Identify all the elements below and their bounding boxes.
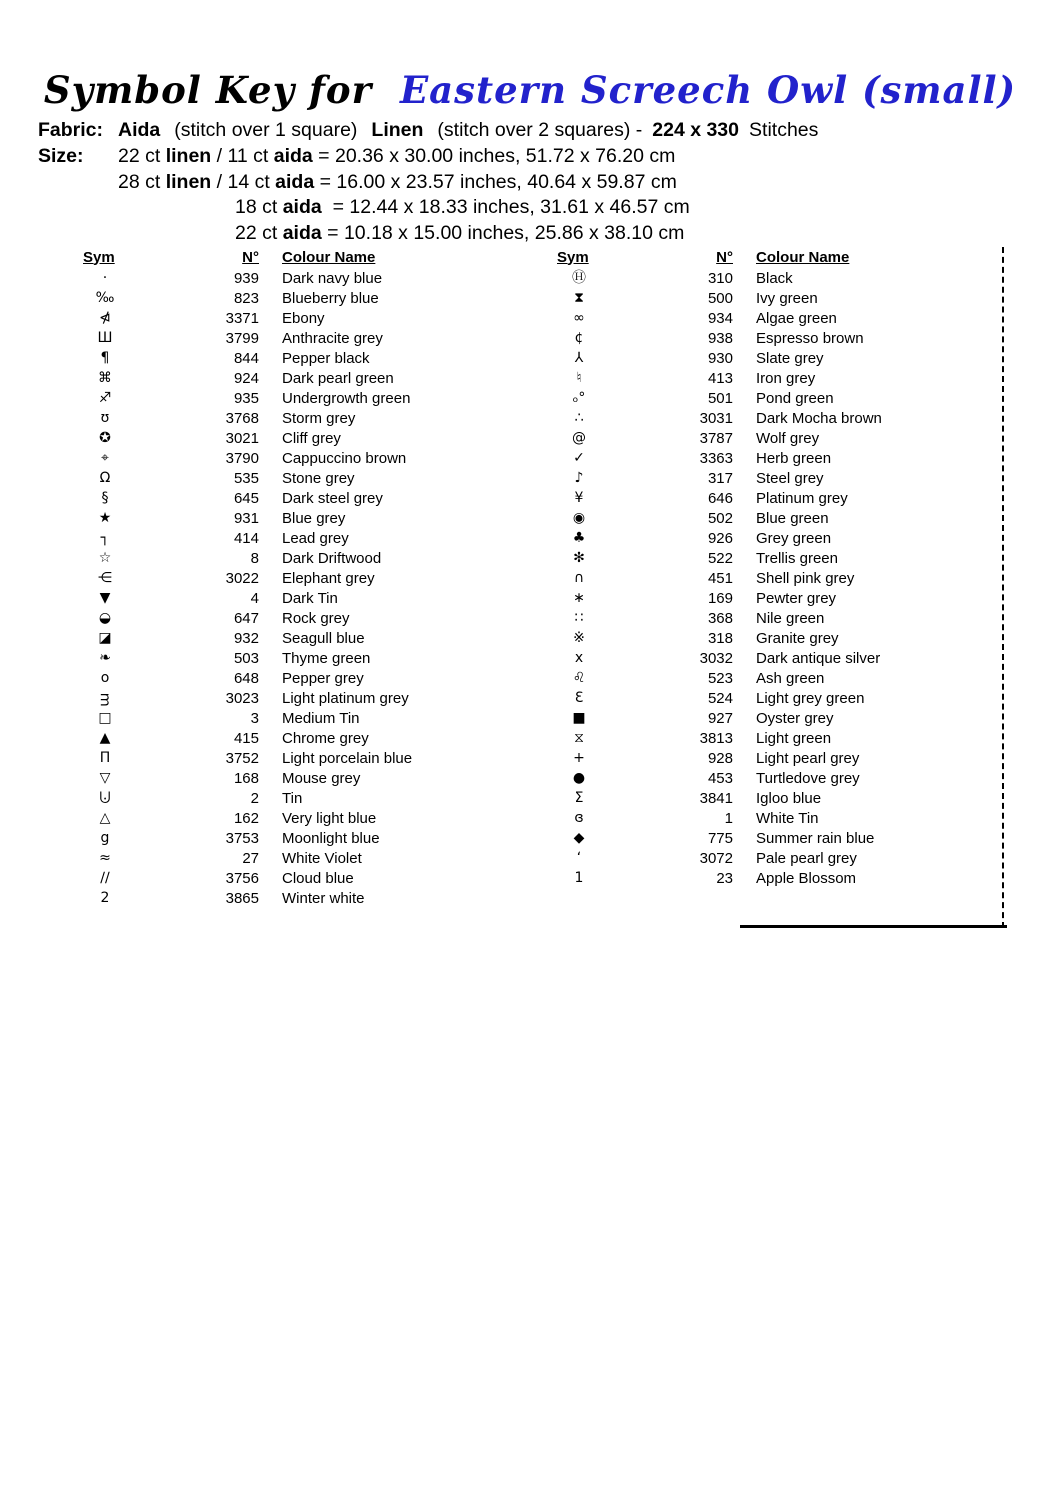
number-cell: 3787: [699, 429, 733, 447]
table-row: [557, 408, 1007, 428]
symbol-table-left: [83, 246, 533, 908]
symbol-cell: ⧖: [574, 730, 584, 746]
number-cell: 3363: [699, 449, 733, 467]
colour-name-cell: Espresso brown: [756, 329, 864, 347]
table-row: [557, 528, 1007, 548]
number-cell: 935: [233, 389, 259, 407]
size-line-part: aida: [282, 196, 322, 219]
colour-name-cell: Elephant grey: [282, 569, 375, 587]
number-cell: 524: [707, 689, 733, 707]
colour-name-cell: White Violet: [282, 849, 362, 867]
table-row: [557, 488, 1007, 508]
symbol-cell: ◉: [572, 510, 586, 526]
colour-name-cell: Medium Tin: [282, 709, 360, 727]
table-row: [557, 288, 1007, 308]
header-colour-name: Colour Name: [282, 248, 376, 266]
colour-name-cell: Tin: [282, 789, 303, 807]
symbol-cell: o: [100, 670, 110, 686]
stitch-count: 224 x 330: [652, 119, 740, 141]
size-line-part: / 14 ct: [211, 170, 276, 193]
symbol-cell: Ш: [97, 330, 113, 346]
symbol-cell: ¢: [574, 330, 584, 346]
symbol-cell: ∕∕: [100, 870, 110, 886]
number-cell: 162: [233, 809, 259, 827]
size-line: [38, 221, 818, 247]
colour-name-cell: Very light blue: [282, 809, 377, 827]
table-row: [83, 788, 533, 808]
symbol-cell: ★: [98, 510, 112, 526]
colour-name-cell: Dark navy blue: [282, 269, 383, 287]
number-cell: 646: [707, 489, 733, 507]
number-cell: 414: [233, 529, 259, 547]
table-row: [557, 688, 1007, 708]
symbol-cell: Ⓗ: [572, 270, 586, 286]
table-row: [557, 828, 1007, 848]
symbol-cell: ≈: [99, 850, 111, 866]
number-cell: 3021: [225, 429, 259, 447]
colour-name-cell: Pepper grey: [282, 669, 364, 687]
number-cell: 3022: [225, 569, 259, 587]
table-row: [557, 588, 1007, 608]
symbol-cell: §: [101, 490, 109, 506]
symbol-cell: ⧗: [574, 290, 584, 306]
size-line-part: linen: [165, 170, 212, 193]
colour-name-cell: Apple Blossom: [756, 869, 857, 887]
symbol-cell: ₒ°: [572, 390, 586, 406]
symbol-cell: Ɛ: [574, 690, 584, 706]
table-row: [557, 468, 1007, 488]
number-cell: 3753: [225, 829, 259, 847]
colour-name-cell: Dark steel grey: [282, 489, 383, 507]
number-cell: 500: [707, 289, 733, 307]
table-row: [557, 308, 1007, 328]
colour-name-cell: Pond green: [756, 389, 834, 407]
colour-name-cell: Granite grey: [756, 629, 839, 647]
number-cell: 3371: [225, 309, 259, 327]
header-number: N°: [716, 248, 733, 266]
table-row: [557, 848, 1007, 868]
number-cell: 927: [707, 709, 733, 727]
colour-name-cell: Turtledove grey: [756, 769, 860, 787]
table-row: [83, 708, 533, 728]
number-cell: 3799: [225, 329, 259, 347]
size-line-part: 28 ct: [118, 170, 166, 193]
fabric-label: Fabric:: [38, 119, 104, 141]
colour-name-cell: White Tin: [756, 809, 819, 827]
number-cell: 3865: [225, 889, 259, 907]
table-row: [83, 668, 533, 688]
table-row: [83, 508, 533, 528]
table-row: [83, 888, 533, 908]
table-row: [557, 448, 1007, 468]
colour-name-cell: Dark antique silver: [756, 649, 881, 667]
colour-name-cell: Dark Driftwood: [282, 549, 382, 567]
table-row: [83, 348, 533, 368]
table-bottom-border: [740, 925, 1007, 928]
colour-name-cell: Pale pearl grey: [756, 849, 857, 867]
symbol-cell: ♐: [98, 390, 112, 406]
table-row: [83, 328, 533, 348]
colour-name-cell: Blueberry blue: [282, 289, 379, 307]
colour-name-cell: Platinum grey: [756, 489, 848, 507]
symbol-cell: ◒: [98, 610, 112, 626]
number-cell: 647: [233, 609, 259, 627]
size-line-part: = 16.00 x 23.57 inches, 40.64 x 59.87 cm: [314, 170, 677, 193]
number-cell: 3031: [699, 409, 733, 427]
colour-name-cell: Light platinum grey: [282, 689, 409, 707]
number-cell: 168: [233, 769, 259, 787]
number-cell: 3768: [225, 409, 259, 427]
colour-name-cell: Herb green: [756, 449, 832, 467]
symbol-cell: ♮: [576, 370, 582, 386]
pattern-meta: [38, 118, 818, 247]
symbol-cell: 1: [574, 870, 584, 886]
table-row: [83, 848, 533, 868]
table-row: [557, 348, 1007, 368]
fabric-note-aida: (stitch over 1 square): [174, 119, 358, 141]
table-row: [83, 768, 533, 788]
colour-name-cell: Mouse grey: [282, 769, 361, 787]
number-cell: 3756: [225, 869, 259, 887]
table-row: [83, 428, 533, 448]
colour-name-cell: Pewter grey: [756, 589, 837, 607]
colour-name-cell: Dark pearl green: [282, 369, 394, 387]
symbol-cell: ⨃: [99, 790, 111, 806]
symbol-cell: ɞ: [574, 810, 584, 826]
number-cell: 645: [233, 489, 259, 507]
table-row: [83, 828, 533, 848]
table-row: [557, 508, 1007, 528]
colour-name-cell: Shell pink grey: [756, 569, 855, 587]
colour-name-cell: Seagull blue: [282, 629, 365, 647]
colour-name-cell: Dark Tin: [282, 589, 338, 607]
table-row: [557, 388, 1007, 408]
number-cell: 931: [233, 509, 259, 527]
table-row: [83, 728, 533, 748]
table-row: [83, 388, 533, 408]
colour-name-cell: Lead grey: [282, 529, 349, 547]
table-row: [557, 868, 1007, 888]
table-row: [83, 608, 533, 628]
table-row: [557, 628, 1007, 648]
colour-name-cell: Chrome grey: [282, 729, 369, 747]
number-cell: 3023: [225, 689, 259, 707]
symbol-cell: ♌: [572, 670, 586, 686]
colour-name-cell: Nile green: [756, 609, 825, 627]
number-cell: 503: [233, 649, 259, 667]
symbol-cell: ▲: [99, 730, 111, 746]
table-row: [83, 268, 533, 288]
number-cell: 535: [233, 469, 259, 487]
symbol-cell: ▽: [99, 770, 111, 786]
number-cell: 3841: [699, 789, 733, 807]
number-cell: 502: [707, 509, 733, 527]
symbol-cell: □: [98, 710, 112, 726]
size-line-part: aida: [273, 144, 313, 167]
symbol-cell: △: [99, 810, 111, 826]
symbol-cell: x: [574, 650, 584, 666]
symbol-cell: ∩: [573, 570, 585, 586]
symbol-cell: ✻: [573, 550, 585, 566]
symbol-cell: ✓: [573, 450, 585, 466]
symbol-cell: ¶: [100, 350, 110, 366]
symbol-cell: ᴟ: [100, 690, 110, 706]
colour-name-cell: Steel grey: [756, 469, 824, 487]
table-row: [83, 468, 533, 488]
size-line-part: linen: [165, 144, 212, 167]
size-line: [38, 170, 818, 196]
table-row: [83, 868, 533, 888]
number-cell: 844: [233, 349, 259, 367]
number-cell: 522: [707, 549, 733, 567]
colour-name-cell: Blue grey: [282, 509, 346, 527]
number-cell: 934: [707, 309, 733, 327]
colour-name-cell: Pepper black: [282, 349, 370, 367]
number-cell: 3: [250, 709, 259, 727]
colour-name-cell: Igloo blue: [756, 789, 822, 807]
symbol-cell: ⅄: [574, 350, 584, 366]
symbol-cell: 2: [100, 890, 110, 906]
number-cell: 8: [250, 549, 259, 567]
table-row: [557, 608, 1007, 628]
table-row: [83, 808, 533, 828]
number-cell: 317: [707, 469, 733, 487]
colour-name-cell: Ash green: [756, 669, 825, 687]
title-project: Eastern Screech Owl (small): [399, 68, 1017, 112]
number-cell: 451: [707, 569, 733, 587]
colour-name-cell: Black: [756, 269, 793, 287]
symbol-cell: ■: [572, 710, 586, 726]
symbol-cell: ⌘: [98, 370, 112, 386]
table-row: [557, 268, 1007, 288]
table-row: [557, 368, 1007, 388]
symbol-cell: ※: [573, 630, 585, 646]
number-cell: 310: [707, 269, 733, 287]
colour-name-cell: Storm grey: [282, 409, 356, 427]
symbol-cell: @: [572, 430, 586, 446]
table-row: [83, 588, 533, 608]
number-cell: 413: [707, 369, 733, 387]
colour-name-cell: Algae green: [756, 309, 837, 327]
symbol-cell: ⌖: [101, 450, 109, 466]
size-line-part: 22 ct: [235, 222, 283, 245]
symbol-cell: +: [573, 750, 585, 766]
colour-name-cell: Grey green: [756, 529, 832, 547]
colour-name-cell: Anthracite grey: [282, 329, 383, 347]
number-cell: 3072: [699, 849, 733, 867]
symbol-cell: ∷: [574, 610, 584, 626]
symbol-cell: ⋪: [99, 310, 111, 326]
number-cell: 3790: [225, 449, 259, 467]
number-cell: 523: [707, 669, 733, 687]
table-row: [83, 288, 533, 308]
table-row: [83, 748, 533, 768]
size-line-part: 22 ct: [118, 144, 166, 167]
fabric-name-aida: Aida: [118, 119, 161, 141]
number-cell: 318: [707, 629, 733, 647]
table-row: [557, 548, 1007, 568]
symbol-cell: ‰: [95, 290, 115, 306]
symbol-cell: ·: [102, 270, 108, 286]
colour-name-cell: Cloud blue: [282, 869, 354, 887]
symbol-cell: ∞: [573, 310, 585, 326]
symbol-cell: ✪: [99, 430, 111, 446]
symbol-cell: ☆: [98, 550, 112, 566]
size-line-part: aida: [282, 222, 322, 245]
colour-name-cell: Light pearl grey: [756, 749, 860, 767]
colour-name-cell: Light green: [756, 729, 832, 747]
colour-name-cell: Ivy green: [756, 289, 818, 307]
symbol-cell: ♣: [572, 530, 586, 546]
colour-name-cell: Wolf grey: [756, 429, 820, 447]
symbol-cell: Σ: [574, 790, 584, 806]
table-row: [557, 788, 1007, 808]
colour-name-cell: Stone grey: [282, 469, 355, 487]
table-row: [83, 308, 533, 328]
table-row: [83, 488, 533, 508]
stitch-word: Stitches: [749, 119, 819, 141]
colour-name-cell: Moonlight blue: [282, 829, 380, 847]
table-row: [557, 568, 1007, 588]
table-row: [557, 808, 1007, 828]
table-row: [83, 368, 533, 388]
number-cell: 368: [707, 609, 733, 627]
number-cell: 23: [716, 869, 733, 887]
colour-name-cell: Blue green: [756, 509, 829, 527]
symbol-cell: ⋲: [98, 570, 112, 586]
size-line-part: aida: [275, 170, 315, 193]
number-cell: 938: [707, 329, 733, 347]
header-number: N°: [242, 248, 259, 266]
number-cell: 415: [233, 729, 259, 747]
table-row: [83, 628, 533, 648]
number-cell: 926: [707, 529, 733, 547]
table-row: [83, 688, 533, 708]
number-cell: 928: [707, 749, 733, 767]
symbol-cell: ʻ: [576, 850, 582, 866]
colour-name-cell: Rock grey: [282, 609, 350, 627]
symbol-cell: ◆: [573, 830, 585, 846]
symbol-cell: ◪: [98, 630, 112, 646]
table-right-border: [1002, 247, 1004, 928]
header-sym: Sym: [83, 248, 115, 266]
symbol-cell: ▼: [99, 590, 111, 606]
colour-name-cell: Thyme green: [282, 649, 371, 667]
colour-name-cell: Undergrowth green: [282, 389, 411, 407]
fabric-line: [38, 118, 818, 144]
size-line-part: 18 ct: [235, 196, 283, 219]
table-row: [557, 708, 1007, 728]
header-sym: Sym: [557, 248, 589, 266]
colour-name-cell: Iron grey: [756, 369, 816, 387]
number-cell: 3813: [699, 729, 733, 747]
number-cell: 3032: [699, 649, 733, 667]
size-line: [38, 195, 818, 221]
symbol-cell: g: [100, 830, 110, 846]
title-prefix: Symbol Key for: [43, 68, 373, 112]
number-cell: 775: [707, 829, 733, 847]
table-row: [557, 768, 1007, 788]
symbol-cell: ♪: [574, 470, 584, 486]
colour-name-cell: Slate grey: [756, 349, 824, 367]
colour-name-cell: Cappuccino brown: [282, 449, 407, 467]
number-cell: 169: [707, 589, 733, 607]
table-row: [557, 428, 1007, 448]
symbol-cell: ❧: [99, 650, 111, 666]
number-cell: 939: [233, 269, 259, 287]
table-row: [557, 648, 1007, 668]
symbol-cell: ●: [572, 770, 586, 786]
table-row: [83, 408, 533, 428]
size-label: Size:: [38, 144, 84, 167]
colour-name-cell: Cliff grey: [282, 429, 341, 447]
number-cell: 648: [233, 669, 259, 687]
size-line-part: / 11 ct: [211, 144, 274, 167]
symbol-cell: ┐: [100, 530, 110, 546]
symbol-cell: ∗: [573, 590, 585, 606]
colour-name-cell: Light porcelain blue: [282, 749, 413, 767]
page-title: [0, 68, 1060, 112]
symbol-cell: ¥: [574, 490, 584, 506]
size-line: [38, 144, 818, 170]
symbol-cell: ∴: [574, 410, 584, 426]
table-row: [83, 548, 533, 568]
colour-name-cell: Summer rain blue: [756, 829, 875, 847]
symbol-cell: Ω: [99, 470, 111, 486]
table-row: [557, 668, 1007, 688]
number-cell: 924: [233, 369, 259, 387]
table-row: [557, 748, 1007, 768]
number-cell: 2: [250, 789, 259, 807]
number-cell: 1: [724, 809, 733, 827]
number-cell: 4: [250, 589, 259, 607]
symbol-cell: Π: [99, 750, 111, 766]
symbol-table-right: [557, 246, 1007, 888]
colour-name-cell: Winter white: [282, 889, 365, 907]
header-colour-name: Colour Name: [756, 248, 850, 266]
number-cell: 823: [233, 289, 259, 307]
table-header-row: [557, 246, 1007, 268]
size-line-part: = 20.36 x 30.00 inches, 51.72 x 76.20 cm: [312, 144, 676, 167]
colour-name-cell: Oyster grey: [756, 709, 834, 727]
colour-name-cell: Ebony: [282, 309, 325, 327]
number-cell: 930: [707, 349, 733, 367]
fabric-name-linen: Linen: [371, 119, 424, 141]
size-line-part: = 12.44 x 18.33 inches, 31.61 x 46.57 cm: [321, 196, 690, 219]
number-cell: 932: [233, 629, 259, 647]
size-block: [38, 144, 818, 247]
table-row: [557, 728, 1007, 748]
number-cell: 501: [707, 389, 733, 407]
symbol-cell: ʊ: [100, 410, 110, 426]
table-row: [557, 328, 1007, 348]
size-line-part: = 10.18 x 15.00 inches, 25.86 x 38.10 cm: [321, 222, 685, 245]
fabric-note-linen: (stitch over 2 squares) -: [437, 119, 643, 141]
table-row: [83, 528, 533, 548]
number-cell: 3752: [225, 749, 259, 767]
colour-name-cell: Trellis green: [756, 549, 838, 567]
table-row: [83, 448, 533, 468]
number-cell: 453: [707, 769, 733, 787]
colour-name-cell: Light grey green: [756, 689, 865, 707]
colour-name-cell: Dark Mocha brown: [756, 409, 882, 427]
table-header-row: [83, 246, 533, 268]
number-cell: 27: [242, 849, 259, 867]
table-row: [83, 648, 533, 668]
table-row: [83, 568, 533, 588]
